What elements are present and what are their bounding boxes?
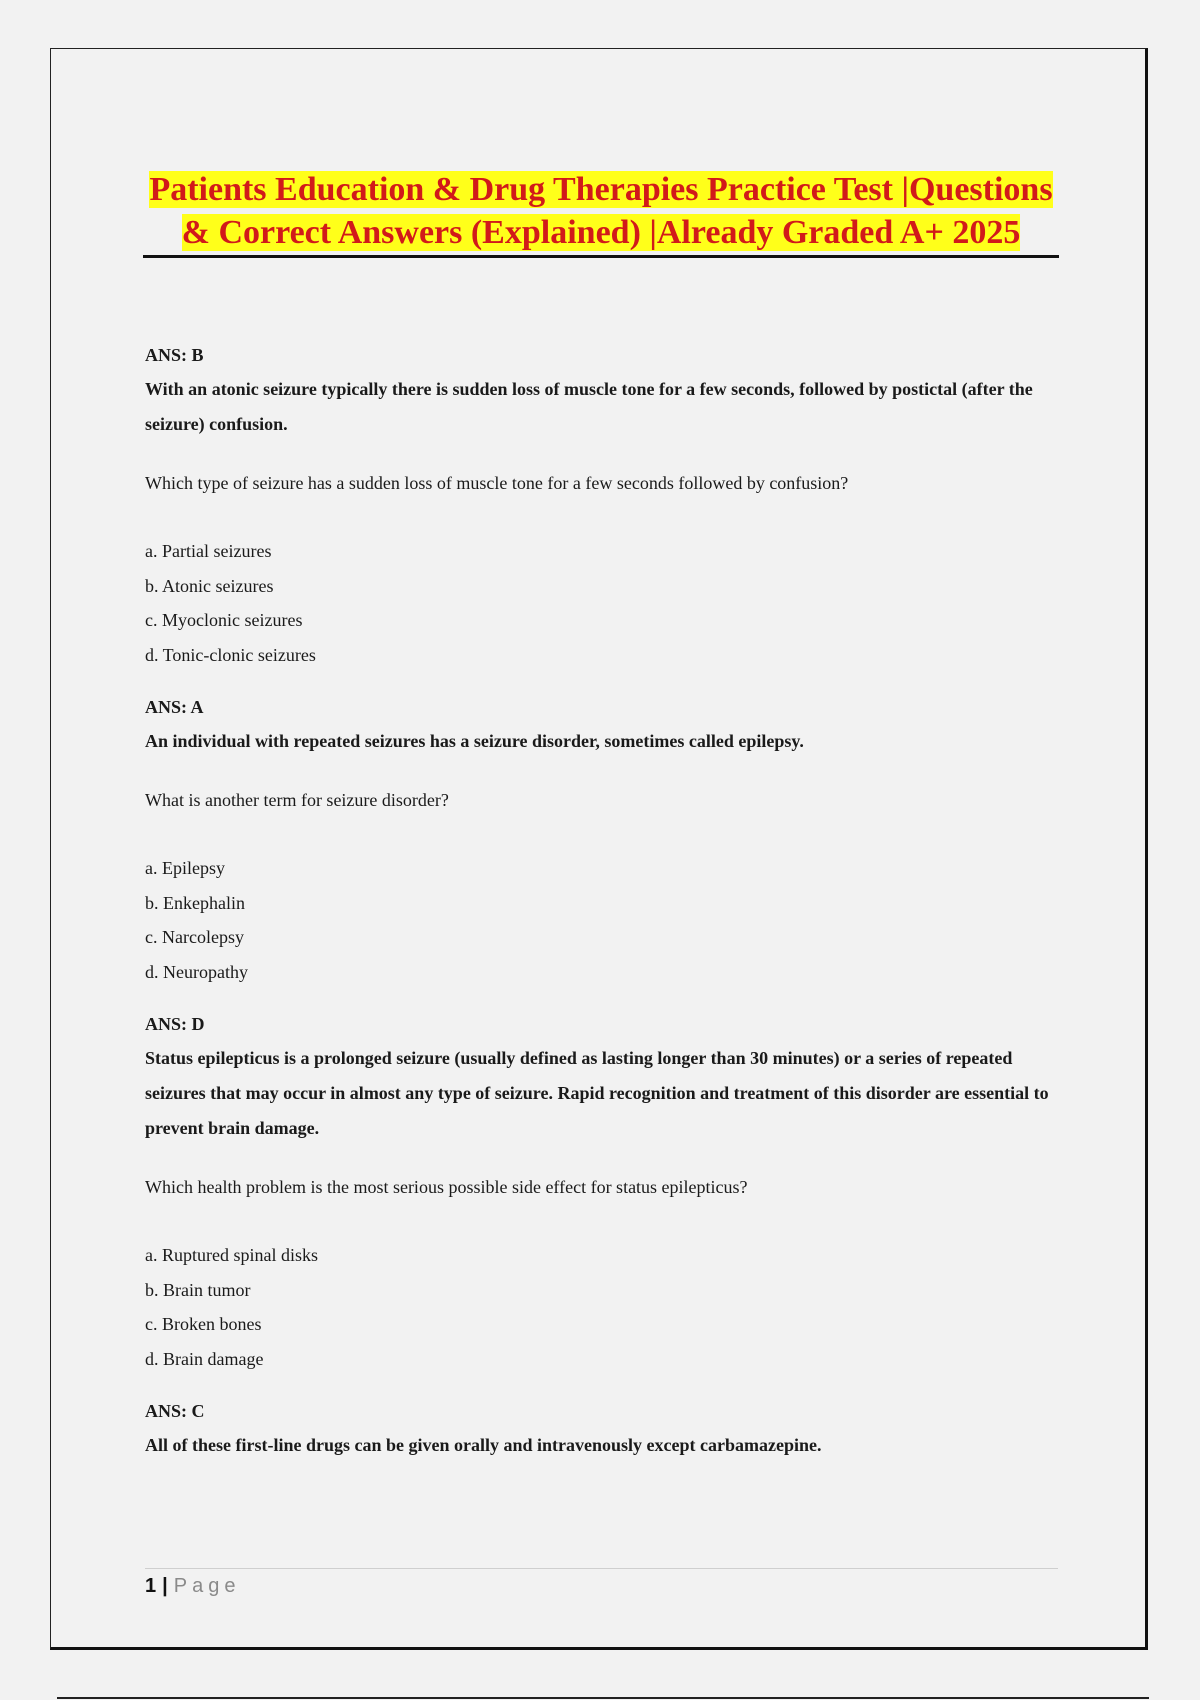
title-line-2: & Correct Answers (Explained) |Already Graded A+ 2025	[181, 214, 1021, 251]
option-item: d. Tonic-clonic seizures	[145, 644, 316, 665]
qa-block	[145, 338, 1060, 672]
question-text: What is another term for seizure disorder?	[145, 790, 449, 810]
document-title	[143, 168, 1059, 254]
option-item: c. Broken bones	[145, 1314, 262, 1334]
option-item: a. Epilepsy	[145, 858, 225, 878]
option-list	[145, 851, 1060, 989]
answer-key: ANS: C	[145, 1401, 205, 1421]
option-item: c. Myoclonic seizures	[145, 610, 303, 630]
option-item: a. Partial seizures	[145, 541, 272, 561]
answer-explanation: With an atonic seizure typically there is sudden loss of muscle tone for a few seconds, followed by postictal (after the seizure) confusion.	[145, 379, 1033, 434]
title-underline	[143, 255, 1059, 258]
document-body	[145, 338, 1060, 1471]
page-number: 1	[145, 1575, 157, 1597]
answer-key: ANS: B	[145, 345, 204, 365]
answer-explanation: All of these first-line drugs can be given orally and intravenously except carbamazepine.	[145, 1435, 822, 1455]
qa-block	[145, 1394, 1060, 1463]
option-item: a. Ruptured spinal disks	[145, 1245, 318, 1265]
option-item: c. Narcolepsy	[145, 927, 244, 947]
page-label: Page	[173, 1575, 241, 1597]
option-item: b. Brain tumor	[145, 1279, 251, 1300]
option-item: b. Atonic seizures	[145, 575, 274, 596]
answer-key: ANS: D	[145, 1014, 205, 1034]
answer-key: ANS: A	[145, 697, 204, 717]
option-list	[145, 534, 1060, 672]
qa-block	[145, 1007, 1060, 1376]
page-footer	[145, 1572, 240, 1600]
question-text: Which type of seizure has a sudden loss of muscle tone for a few seconds followed by confusion?	[145, 473, 849, 493]
option-item: d. Neuropathy	[145, 961, 248, 982]
answer-explanation: Status epilepticus is a prolonged seizure (usually defined as lasting longer than 30 minutes) or a series of repeated seizures that may occur in almost any type of seizure. Rapid recognition and treatment of this disorder are essential to prevent brain damage.	[145, 1048, 1049, 1138]
option-list	[145, 1238, 1060, 1376]
title-line-1: Patients Education & Drug Therapies Practice Test |Questions	[149, 171, 1053, 208]
next-page-edge	[57, 1697, 1149, 1699]
qa-block	[145, 690, 1060, 989]
option-item: d. Brain damage	[145, 1348, 264, 1369]
footer-separator: |	[162, 1575, 168, 1597]
footer-divider	[145, 1568, 1058, 1569]
question-text: Which health problem is the most serious possible side effect for status epilepticus?	[145, 1177, 748, 1197]
option-item: b. Enkephalin	[145, 892, 245, 913]
answer-explanation: An individual with repeated seizures has a seizure disorder, sometimes called epilepsy.	[145, 731, 804, 751]
